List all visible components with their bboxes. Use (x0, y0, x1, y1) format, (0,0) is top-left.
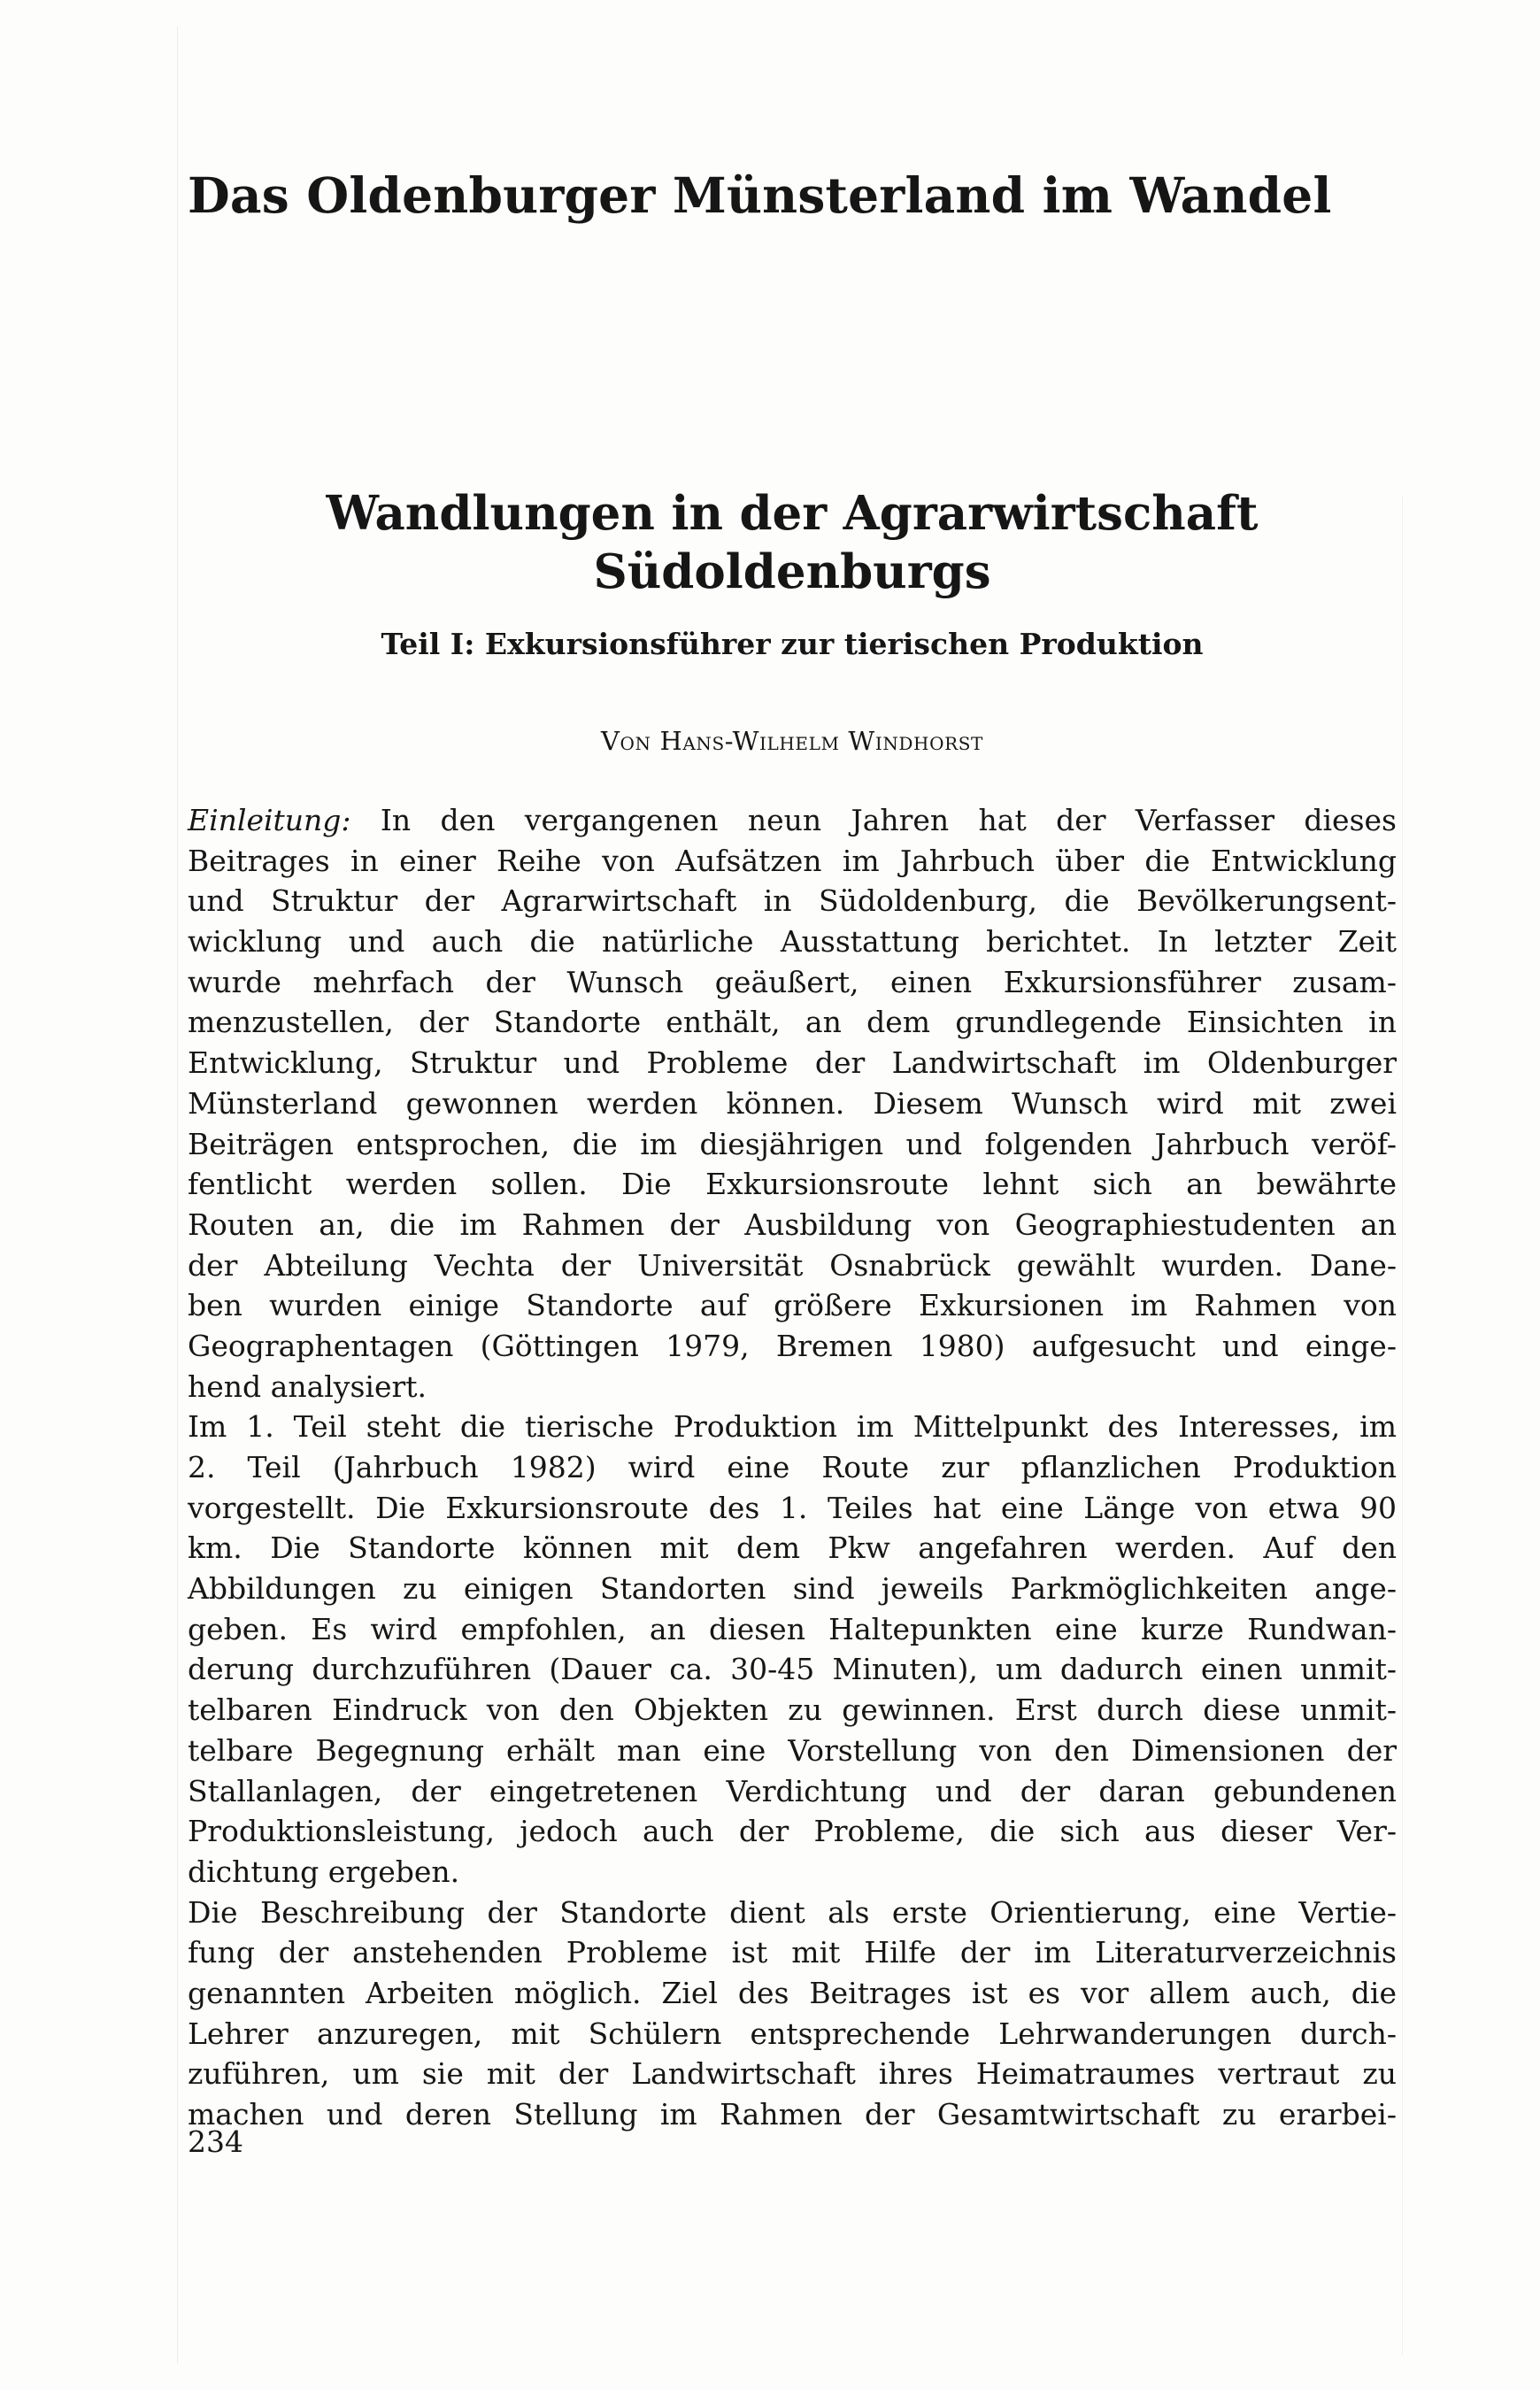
body-line: Geographentagen (Göttingen 1979, Bremen 1980) aufgesucht und einge- (188, 1328, 1397, 1363)
body-line: genannten Arbeiten möglich. Ziel des Beitrages ist es vor allem auch, die (188, 1975, 1397, 2010)
body-line: menzustellen, der Standorte enthält, an dem grundlegende Einsichten in (188, 1005, 1397, 1040)
article-title-line-2: Südoldenburgs (593, 544, 991, 599)
scan-edge-line-right (1402, 496, 1403, 2355)
author-name: Hans-Wilhelm Windhorst (659, 726, 983, 756)
body-line-text: In den vergangenen neun Jahren hat der Verfasser dieses (350, 803, 1397, 837)
body-line: Lehrer anzuregen, mit Schülern entsprechende Lehrwanderungen durch- (188, 2016, 1397, 2051)
body-line: Routen an, die im Rahmen der Ausbildung von Geographiestudenten an (188, 1207, 1397, 1242)
body-line: Beitrages in einer Reihe von Aufsätzen im Jahrbuch über die Entwicklung (188, 843, 1397, 878)
body-line: hend analysiert. (188, 1368, 427, 1404)
body-line: Abbildungen zu einigen Standorten sind jeweils Parkmöglichkeiten ange- (188, 1571, 1397, 1607)
body-line (188, 800, 1397, 841)
body-line: km. Die Standorte können mit dem Pkw angefahren werden. Auf den (188, 1530, 1397, 1566)
body-line: und Struktur der Agrarwirtschaft in Südoldenburg, die Bevölkerungsent- (188, 883, 1397, 919)
body-line: Stallanlagen, der eingetretenen Verdichtung und der daran gebundenen (188, 1773, 1397, 1808)
article-subtitle: Teil I: Exkursionsführer zur tierischen Produktion (381, 627, 1204, 661)
body-line: telbaren Eindruck von den Objekten zu gewinnen. Erst durch diese unmit- (188, 1692, 1397, 1728)
body-line: vorgestellt. Die Exkursionsroute des 1. Teiles hat eine Länge von etwa 90 (188, 1490, 1397, 1525)
body-line: Im 1. Teil steht die tierische Produktion im Mittelpunkt des Interesses, im (188, 1409, 1397, 1445)
body-line: fentlicht werden sollen. Die Exkursionsroute lehnt sich an bewährte (188, 1167, 1397, 1202)
book-section-title: Das Oldenburger Münsterland im Wandel (188, 166, 1332, 224)
body-line: dichtung ergeben. (188, 1854, 460, 1889)
body-line: Beiträgen entsprochen, die im diesjährigen und folgenden Jahrbuch veröf- (188, 1126, 1397, 1161)
body-line: ben wurden einige Standorte auf größere Exkursionen im Rahmen von (188, 1288, 1397, 1323)
scan-edge-line (177, 27, 178, 2363)
article-body (188, 800, 1397, 2135)
body-line: Die Beschreibung der Standorte dient als erste Orientierung, eine Vertie- (188, 1894, 1397, 1930)
body-line: derung durchzuführen (Dauer ca. 30-45 Minuten), um dadurch einen unmit- (188, 1652, 1397, 1687)
author-byline (188, 726, 1397, 756)
body-line: geben. Es wird empfohlen, an diesen Haltepunkten eine kurze Rundwan- (188, 1611, 1397, 1646)
body-line: Produktionsleistung, jedoch auch der Probleme, die sich aus dieser Ver- (188, 1814, 1397, 1849)
body-line: 2. Teil (Jahrbuch 1982) wird eine Route zur pflanzlichen Produktion (188, 1450, 1397, 1484)
article-title-line-1: Wandlungen in der Agrarwirtschaft (326, 486, 1259, 541)
body-line: telbare Begegnung erhält man eine Vorstellung von den Dimensionen der (188, 1732, 1397, 1768)
body-line: fung der anstehenden Probleme ist mit Hilfe der im Literaturverzeichnis (188, 1935, 1397, 1970)
body-line: machen und deren Stellung im Rahmen der Gesamtwirtschaft zu erarbei- (188, 2097, 1397, 2132)
intro-label: Einleitung: (188, 803, 351, 837)
body-line: zuführen, um sie mit der Landwirtschaft ihres Heimatraumes vertraut zu (188, 2056, 1397, 2092)
body-line: Entwicklung, Struktur und Probleme der Landwirtschaft im Oldenburger (188, 1045, 1397, 1081)
body-line: wicklung und auch die natürliche Ausstattung berichtet. In letzter Zeit (188, 924, 1397, 960)
body-line: Münsterland gewonnen werden können. Diesem Wunsch wird mit zwei (188, 1085, 1397, 1121)
page-number: 234 (188, 2124, 243, 2159)
byline-prefix: Von (600, 726, 651, 756)
body-line: wurde mehrfach der Wunsch geäußert, einen Exkursionsführer zusam- (188, 964, 1397, 999)
body-line: der Abteilung Vechta der Universität Osnabrück gewählt wurden. Dane- (188, 1247, 1397, 1283)
